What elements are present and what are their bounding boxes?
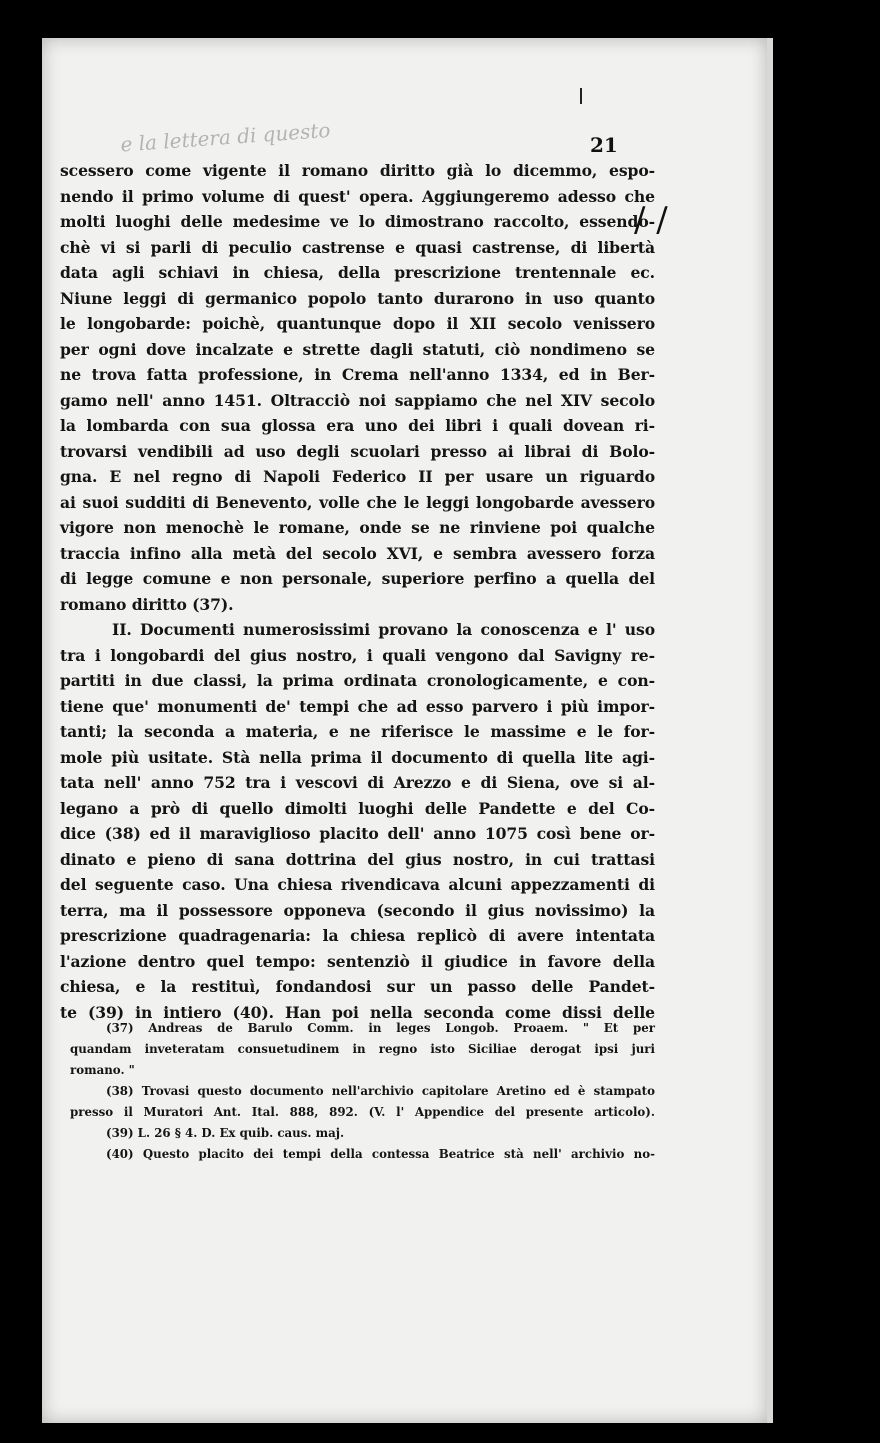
body-line: gamo nell' anno 1451. Oltracciò noi sappiamo che nel XIV secolo bbox=[60, 390, 655, 410]
footnote-line: (40) Questo placito dei tempi della contessa Beatrice stà nell' archivio no- bbox=[106, 1147, 655, 1161]
footnote-line: (38) Trovasi questo documento nell'archivio capitolare Aretino ed è stampato bbox=[106, 1084, 655, 1098]
pencil-annotation: e la lettera di questo bbox=[119, 117, 332, 157]
margin-mark: / / bbox=[634, 200, 668, 240]
body-line: partiti in due classi, la prima ordinata cronologicamente, e con- bbox=[60, 671, 655, 690]
body-line: dinato e pieno di sana dottrina del gius nostro, in cui trattasi bbox=[60, 849, 655, 869]
body-line: vigore non menochè le romane, onde se ne rinviene poi qualche bbox=[60, 518, 655, 537]
body-line: Niune leggi di germanico popolo tanto durarono in uso quanto bbox=[60, 288, 655, 308]
body-line: tra i longobardi del gius nostro, i quali vengono dal Savigny re- bbox=[60, 645, 655, 665]
body-line: terra, ma il possessore opponeva (secondo il gius novissimo) la bbox=[60, 900, 655, 920]
body-line: molti luoghi delle medesime ve lo dimostrano raccolto, essendo- bbox=[60, 212, 655, 231]
body-line: ne trova fatta professione, in Crema nell'anno 1334, ed in Ber- bbox=[60, 365, 655, 384]
body-line: chè vi si parli di peculio castrense e quasi castrense, di libertà bbox=[60, 237, 655, 257]
body-line: scessero come vigente il romano diritto già lo dicemmo, espo- bbox=[60, 161, 655, 180]
footnote-line: presso il Muratori Ant. Ital. 888, 892. (V. l' Appendice del presente articolo). bbox=[70, 1105, 655, 1119]
footnote-line: (37) Andreas de Barulo Comm. in leges Longob. Proaem. " Et per bbox=[106, 1021, 655, 1035]
body-line: prescrizione quadragenaria: la chiesa replicò di avere intentata bbox=[60, 926, 655, 945]
body-line: trovarsi vendibili ad uso degli scuolari presso ai librai di Bolo- bbox=[60, 441, 655, 461]
body-line: per ogni dove incalzate e strette dagli statuti, ciò nondimeno se bbox=[60, 339, 655, 359]
body-line: di legge comune e non personale, superiore perfino a quella del bbox=[60, 569, 655, 588]
body-line: legano a prò di quello dimolti luoghi delle Pandette e del Co- bbox=[60, 798, 655, 818]
body-line: ai suoi sudditi di Benevento, volle che le leggi longobarde avessero bbox=[60, 492, 655, 512]
body-line: del seguente caso. Una chiesa rivendicava alcuni appezzamenti di bbox=[60, 875, 655, 894]
body-line: nendo il primo volume di quest' opera. Aggiungeremo adesso che bbox=[60, 186, 655, 206]
body-line: tata nell' anno 752 tra i vescovi di Arezzo e di Siena, ove si al- bbox=[60, 773, 655, 792]
body-line: mole più usitate. Stà nella prima il documento di quella lite agi- bbox=[60, 747, 655, 767]
body-line: romano diritto (37). bbox=[60, 594, 234, 614]
body-line: tanti; la seconda a materia, e ne riferisce le massime e le for- bbox=[60, 722, 655, 741]
body-text bbox=[60, 158, 655, 1025]
footnotes bbox=[70, 1018, 655, 1165]
body-line: la lombarda con sua glossa era uno dei libri i quali dovean ri- bbox=[60, 416, 655, 435]
body-line: te (39) in intiero (40). Han poi nella seconda come dissi delle bbox=[60, 1002, 655, 1022]
footnote-line: romano. " bbox=[70, 1063, 135, 1077]
body-line: II. Documenti numerosissimi provano la conoscenza e l' uso bbox=[112, 620, 655, 639]
body-line: l'azione dentro quel tempo: sentenziò il giudice in favore della bbox=[60, 951, 655, 971]
body-line: chiesa, e la restituì, fondandosi sur un passo delle Pandet- bbox=[60, 977, 655, 996]
body-line: data agli schiavi in chiesa, della prescrizione trentennale ec. bbox=[60, 263, 655, 282]
top-mark bbox=[580, 88, 582, 104]
page-edge bbox=[767, 38, 773, 1423]
body-line: tiene que' monumenti de' tempi che ad esso parvero i più impor- bbox=[60, 696, 655, 716]
body-line: dice (38) ed il maraviglioso placito dell' anno 1075 così bene or- bbox=[60, 824, 655, 843]
footnote-line: quandam inveteratam consuetudinem in regno isto Siciliae derogat ipsi juri bbox=[70, 1042, 655, 1056]
footnote-line: (39) L. 26 § 4. D. Ex quib. caus. maj. bbox=[106, 1126, 345, 1140]
body-line: le longobarde: poichè, quantunque dopo il XII secolo venissero bbox=[60, 314, 655, 333]
page-number: 21 bbox=[590, 133, 618, 157]
body-line: gna. E nel regno di Napoli Federico II per usare un riguardo bbox=[60, 467, 655, 486]
body-line: traccia infino alla metà del secolo XVI, e sembra avessero forza bbox=[60, 543, 655, 563]
